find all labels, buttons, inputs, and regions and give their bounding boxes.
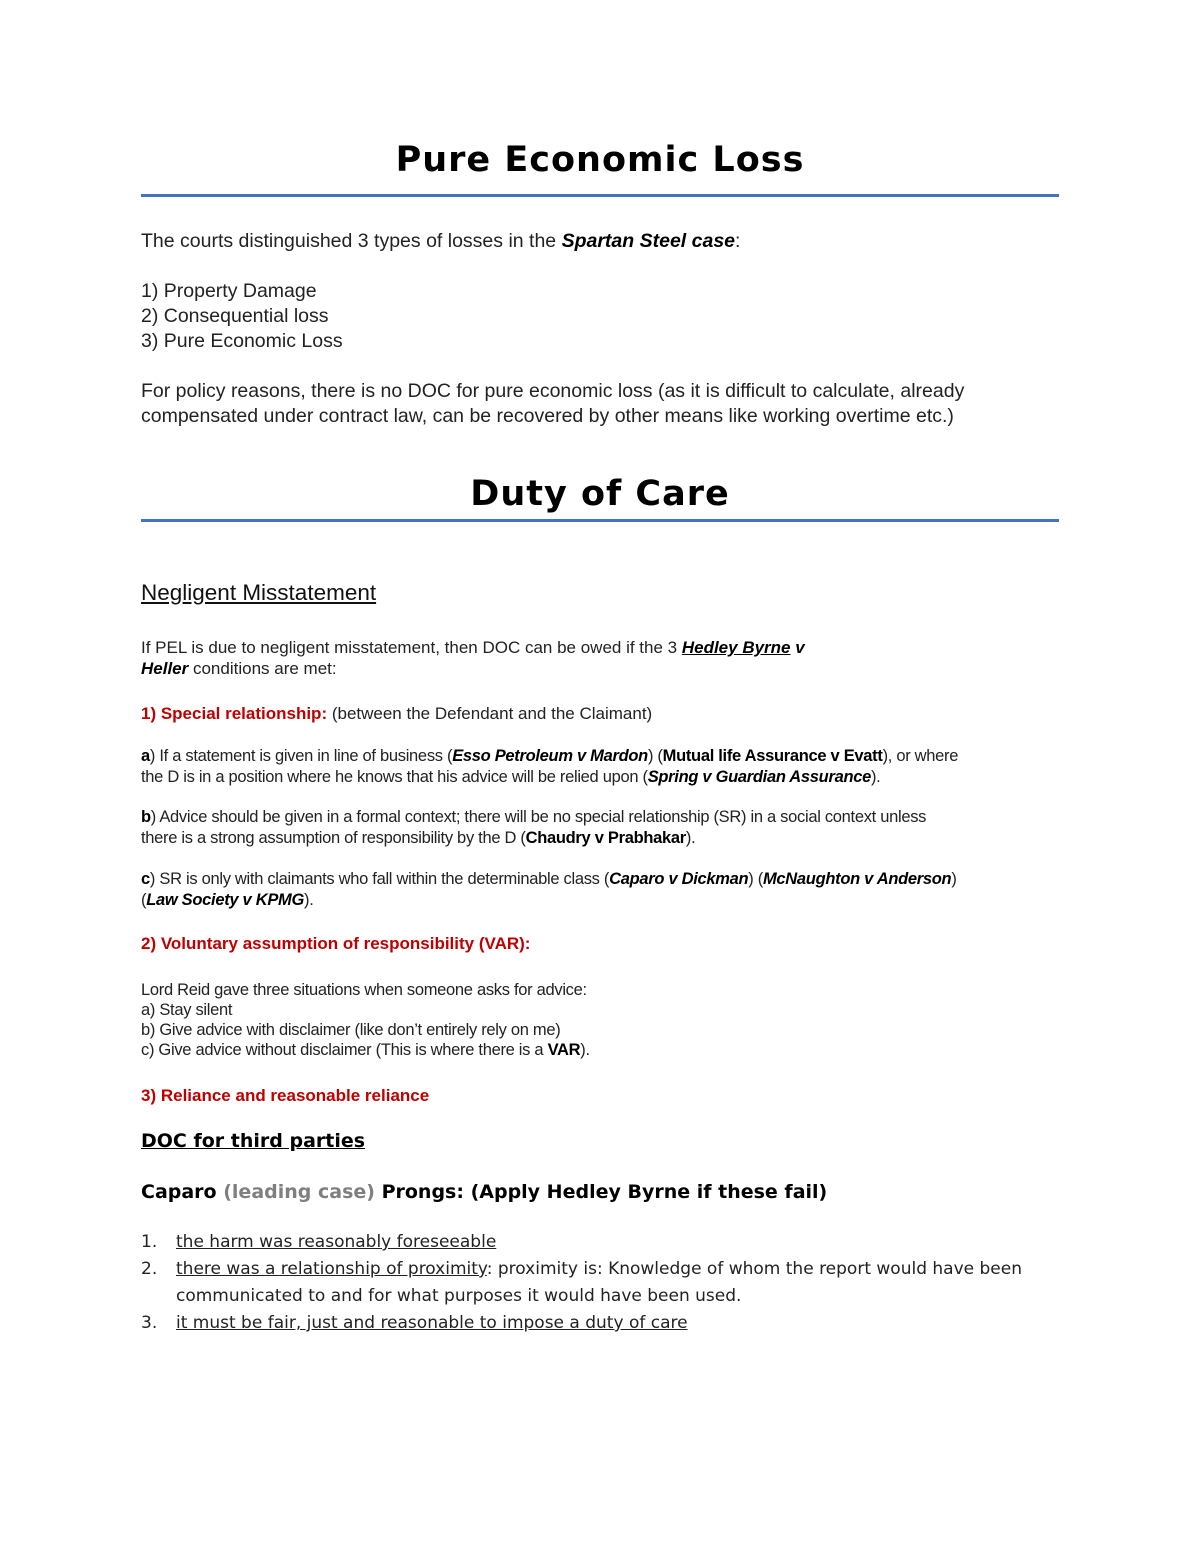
case-hedley-byrne: Hedley Byrne — [681, 638, 791, 657]
text: ), or where — [882, 747, 959, 765]
heading-post: (between the Defendant and the Claimant) — [327, 704, 653, 723]
sr-c-line1 — [141, 869, 957, 890]
case-caparo: Caparo v Dickman — [609, 870, 749, 888]
var-line: a) Stay silent — [141, 1001, 233, 1019]
prong-underlined: the harm was reasonably foreseeable — [176, 1232, 497, 1252]
case-chaudry: Chaudry v Prabhakar — [525, 829, 686, 847]
intro-paragraph — [141, 229, 740, 254]
prong-number: 1. — [141, 1232, 158, 1252]
text: ). — [580, 1041, 590, 1059]
text: Caparo — [141, 1181, 224, 1203]
sr-b-line1 — [141, 807, 926, 828]
section-title: Duty of Care — [470, 474, 730, 514]
policy-line: compensated under contract law, can be recovered by other means like working overtime etc.) — [141, 405, 954, 427]
loss-type-item: 2) Consequential loss — [141, 305, 329, 327]
pel-paragraph-cont — [141, 658, 337, 679]
subheading-third-parties: DOC for third parties — [141, 1130, 366, 1152]
sr-a-line1 — [141, 746, 958, 767]
intro-colon: : — [735, 230, 741, 252]
prong-text — [176, 1256, 1066, 1310]
reliance-heading: 3) Reliance and reasonable reliance — [141, 1086, 430, 1105]
special-relationship-heading — [141, 703, 652, 724]
sr-c-line2 — [141, 890, 314, 911]
prong-number: 2. — [141, 1259, 158, 1279]
case-mutual-life: Mutual life Assurance v Evatt — [662, 747, 883, 765]
text: the D is in a position where he knows that his advice will be relied upon ( — [141, 768, 648, 786]
prong-text — [176, 1229, 1066, 1256]
prong-underlined: there was a relationship of proximity — [176, 1259, 487, 1279]
text: ( — [141, 891, 147, 909]
loss-type-item: 3) Pure Economic Loss — [141, 330, 343, 352]
caparo-heading — [141, 1181, 827, 1203]
pel-post: conditions are met: — [188, 659, 337, 678]
text: Prongs: (Apply Hedley Byrne if these fail) — [374, 1181, 828, 1203]
var-line — [141, 1040, 590, 1061]
case-spring: Spring v Guardian Assurance — [647, 768, 871, 786]
case-esso: Esso Petroleum v Mardon — [452, 747, 648, 765]
prong-number: 3. — [141, 1313, 158, 1333]
sr-a-line2 — [141, 767, 880, 788]
prong-rest: : proximity is: Knowledge of whom the report would have been communicated to and for what purposes it would have been used. — [176, 1259, 1022, 1306]
leading-case-note: (leading case) — [223, 1181, 375, 1203]
pel-paragraph — [141, 637, 805, 658]
letter: a — [141, 747, 150, 765]
text: ) SR is only with claimants who fall within the determinable class ( — [149, 870, 610, 888]
heading-label: 1) Special relationship: — [141, 704, 328, 723]
text: ) Advice should be given in a formal context; there will be no special relationship (SR) in a social context unless — [150, 808, 927, 826]
prong-underlined: it must be fair, just and reasonable to impose a duty of care — [176, 1313, 688, 1333]
var-bold: VAR — [547, 1041, 581, 1059]
text: ). — [685, 829, 696, 847]
sr-b-line2 — [141, 828, 695, 849]
case-mcnaughton: McNaughton v Anderson — [762, 870, 952, 888]
text: there is a strong assumption of responsibility by the D ( — [141, 829, 526, 847]
var-line: Lord Reid gave three situations when someone asks for advice: — [141, 981, 587, 999]
text: ) ( — [748, 870, 763, 888]
case-spartan-steel: Spartan Steel case — [561, 230, 736, 252]
title-underline — [141, 519, 1059, 522]
loss-type-item: 1) Property Damage — [141, 280, 317, 302]
letter: c — [141, 870, 150, 888]
page-title: Pure Economic Loss — [395, 140, 805, 180]
letter: b — [141, 808, 151, 826]
subheading-negligent-misstatement: Negligent Misstatement — [141, 580, 377, 605]
case-v: v — [790, 638, 805, 657]
text: ) — [951, 870, 957, 888]
prong-text — [176, 1310, 1066, 1337]
var-line: b) Give advice with disclaimer (like don’t entirely rely on me) — [141, 1021, 561, 1039]
text: c) Give advice without disclaimer (This is where there is a — [141, 1041, 548, 1059]
var-heading: 2) Voluntary assumption of responsibility (VAR): — [141, 934, 531, 953]
title-underline — [141, 194, 1059, 197]
intro-text: The courts distinguished 3 types of losses in the — [141, 230, 562, 252]
pel-text: If PEL is due to negligent misstatement, then DOC can be owed if the 3 — [141, 638, 682, 657]
policy-line: For policy reasons, there is no DOC for pure economic loss (as it is difficult to calculate, already — [141, 380, 965, 402]
text: ) If a statement is given in line of business ( — [149, 747, 453, 765]
case-law-society: Law Society v KPMG — [146, 891, 305, 909]
case-heller: Heller — [141, 659, 189, 678]
text: ). — [304, 891, 314, 909]
text: ) ( — [647, 747, 663, 765]
text: ). — [870, 768, 881, 786]
